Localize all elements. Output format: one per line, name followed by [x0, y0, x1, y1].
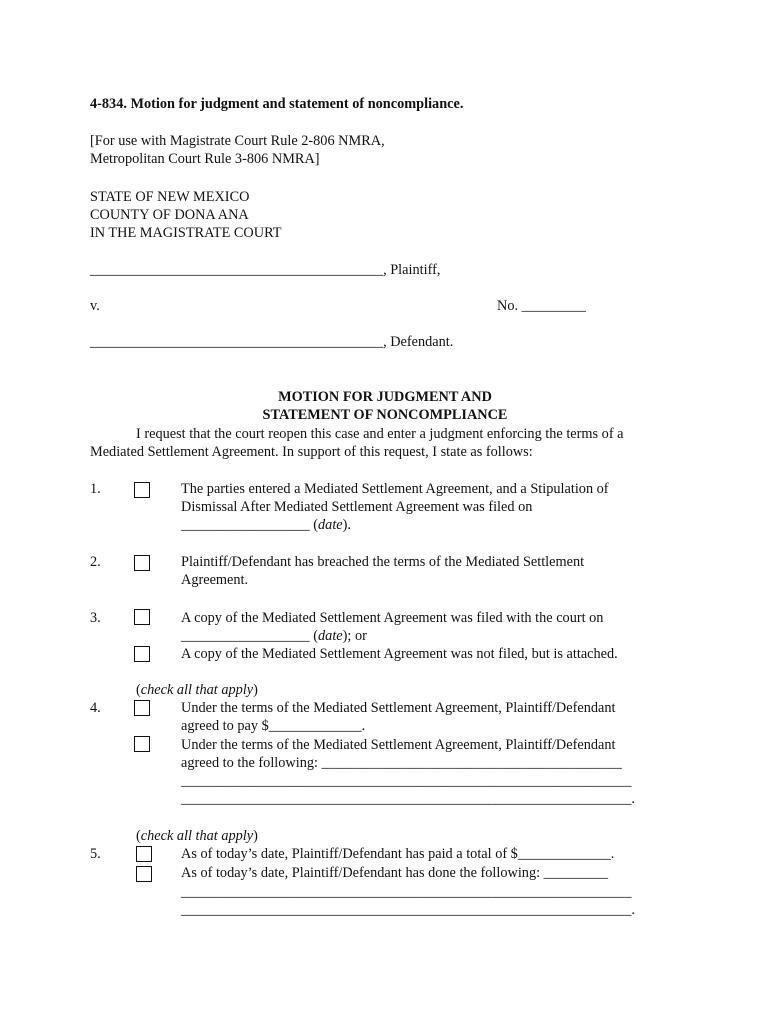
item-3-line-3: A copy of the Mediated Settlement Agreement was not filed, but is attached. [181, 646, 618, 662]
item-1-checkbox[interactable] [134, 482, 150, 498]
caption-county: COUNTY OF DONA ANA [90, 207, 249, 223]
item-2-line-2: Agreement. [181, 572, 249, 588]
item-4-blank-line-2[interactable]: _______________________________________________________________. [181, 791, 635, 807]
item-2-checkbox[interactable] [134, 555, 150, 571]
intro-line-1: I request that the court reopen this case and enter a judgment enforcing the terms of a [136, 426, 624, 442]
item-4-blank-line-1[interactable]: _______________________________________________________________ [181, 773, 632, 789]
item-4-note: (check all that apply) [136, 682, 258, 698]
item-2-line-1: Plaintiff/Defendant has breached the terms of the Mediated Settlement [181, 554, 585, 570]
item-4-number: 4. [90, 700, 101, 716]
item-1-line-2: Dismissal After Mediated Settlement Agreement was filed on [181, 499, 533, 515]
item-4-following-field[interactable]: agreed to the following: __________________________________________ [181, 755, 622, 771]
item-4-amount-field[interactable]: agreed to pay $_____________. [181, 718, 366, 734]
item-3-number: 3. [90, 610, 101, 626]
item-3-date-field[interactable]: __________________ (date); or [181, 628, 367, 644]
item-5-done-field[interactable]: As of today’s date, Plaintiff/Defendant has done the following: _________ [181, 865, 608, 881]
motion-heading-line-2: STATEMENT OF NONCOMPLIANCE [262, 407, 508, 423]
caption-court: IN THE MAGISTRATE COURT [90, 225, 282, 241]
item-5b-checkbox[interactable] [136, 866, 152, 882]
item-5-note: (check all that apply) [136, 828, 258, 844]
item-3-line-1: A copy of the Mediated Settlement Agreement was filed with the court on [181, 610, 604, 626]
item-3b-checkbox[interactable] [134, 646, 150, 662]
case-number-field[interactable]: No. _________ [497, 298, 586, 314]
usage-note-line-2: Metropolitan Court Rule 3-806 NMRA] [90, 151, 320, 167]
versus-label: v. [90, 298, 100, 314]
item-1-line-1: The parties entered a Mediated Settlement Agreement, and a Stipulation of [181, 481, 609, 497]
item-5-blank-line-1[interactable]: _______________________________________________________________ [181, 884, 632, 900]
item-5a-checkbox[interactable] [136, 846, 152, 862]
item-4b-checkbox[interactable] [134, 736, 150, 752]
plaintiff-line[interactable]: _________________________________________, Plaintiff, [90, 262, 441, 278]
item-5-paid-field[interactable]: As of today’s date, Plaintiff/Defendant has paid a total of $_____________. [181, 846, 615, 862]
item-1-number: 1. [90, 481, 101, 497]
item-4-line-3: Under the terms of the Mediated Settlement Agreement, Plaintiff/Defendant [181, 737, 616, 753]
defendant-line[interactable]: _________________________________________, Defendant. [90, 334, 454, 350]
item-3a-checkbox[interactable] [134, 609, 150, 625]
item-5-number: 5. [90, 846, 101, 862]
item-2-number: 2. [90, 554, 101, 570]
item-4-line-1: Under the terms of the Mediated Settlement Agreement, Plaintiff/Defendant [181, 700, 616, 716]
usage-note-line-1: [For use with Magistrate Court Rule 2-806 NMRA, [90, 133, 385, 149]
item-4a-checkbox[interactable] [134, 700, 150, 716]
rule-title: 4-834. Motion for judgment and statement of noncompliance. [90, 96, 464, 112]
intro-line-2: Mediated Settlement Agreement. In support of this request, I state as follows: [90, 444, 533, 460]
caption-state: STATE OF NEW MEXICO [90, 189, 250, 205]
item-5-blank-line-2[interactable]: _______________________________________________________________. [181, 902, 635, 918]
motion-heading-line-1: MOTION FOR JUDGMENT AND [278, 389, 492, 405]
item-1-date-field[interactable]: __________________ (date). [181, 517, 351, 533]
